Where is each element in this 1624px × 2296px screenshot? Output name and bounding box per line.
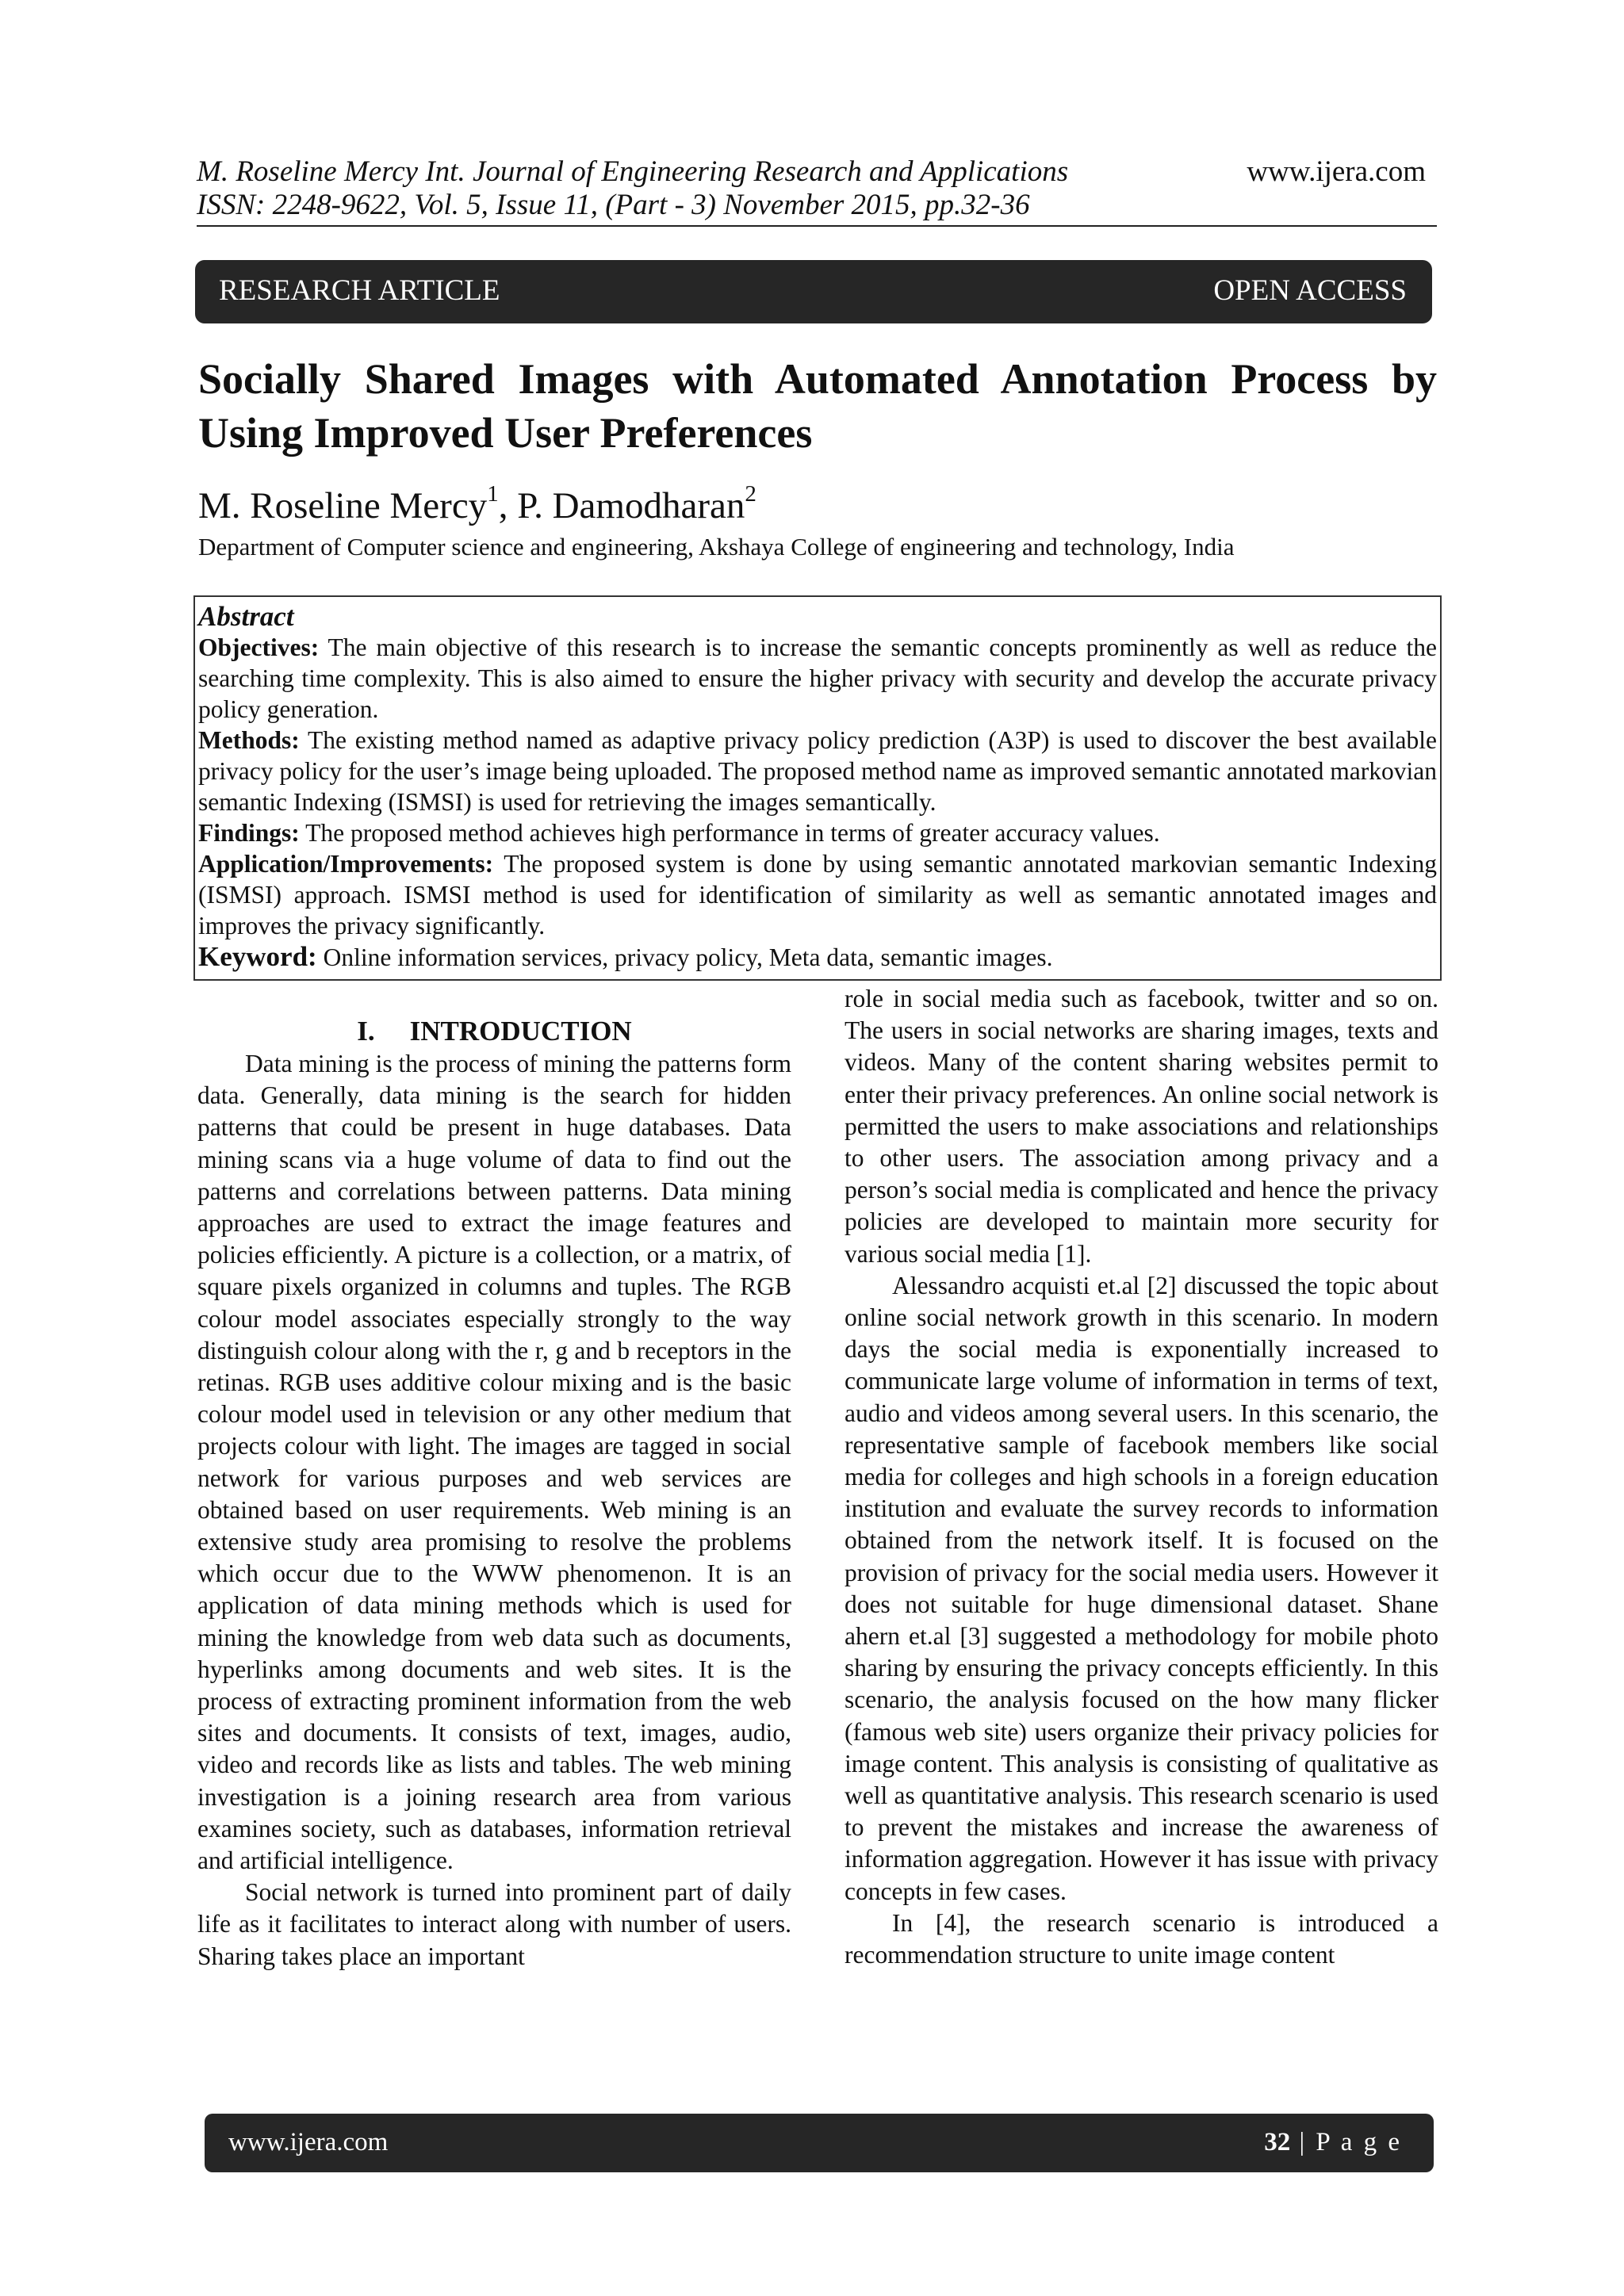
author-1-affiliation-mark: 1: [487, 481, 499, 507]
author-separator: ,: [498, 485, 518, 526]
affiliation: Department of Computer science and engineering, Akshaya College of engineering and technology, India: [198, 533, 1235, 561]
methods-label: Methods:: [198, 726, 300, 754]
header-website: www.ijera.com: [1247, 155, 1426, 188]
page-footer: [205, 2114, 1434, 2172]
abstract-methods: [198, 725, 1437, 817]
section-title: INTRODUCTION: [409, 1016, 632, 1047]
abstract-application: [198, 848, 1437, 941]
footer-website: www.ijera.com: [228, 2128, 389, 2156]
paragraph: Social network is turned into prominent part of daily life as it facilitates to interact along with number of users. Sharing takes place an important: [197, 1878, 791, 1970]
research-article-label: RESEARCH ARTICLE: [219, 274, 500, 307]
author-2-affiliation-mark: 2: [745, 481, 756, 507]
author-list: [198, 481, 756, 528]
keyword-text: Online information services, privacy policy, Meta data, semantic images.: [316, 943, 1053, 971]
abstract-findings: [198, 817, 1437, 848]
paragraph: In [4], the research scenario is introduced a recommendation structure to unite image content: [845, 1908, 1438, 1969]
section-number: I.: [357, 1016, 375, 1047]
page-label: | P a g e: [1290, 2128, 1402, 2156]
issue-citation: ISSN: 2248-9622, Vol. 5, Issue 11, (Part - 3) November 2015, pp.32-36: [197, 189, 1030, 221]
abstract-keywords: [198, 941, 1437, 973]
section-heading-introduction: [197, 1015, 791, 1048]
paragraph: Data mining is the process of mining the patterns form data. Generally, data mining is the search for hidden patterns that could be present in huge databases. Data mining scans via a huge volume of data to find out the patterns and correlations between patterns. Data mining approaches are used to extract the image features and policies efficiently. A picture is a collection, or a matrix, of square pixels organized in columns and tuples. The RGB colour model associates especially strongly to the way distinguish colour along with the r, g and b receptors in the retinas. RGB uses additive colour mixing and is the basic colour model used in television or any other medium that projects colour with light. The images are tagged in social network for various purposes and web services are obtained based on user requirements. Web mining is an extensive study area promising to resolve the problems which occur due to the WWW phenomenon. It is an application of data mining methods which is used for mining the knowledge from web data such as documents, hyperlinks among documents and web sites. It is the process of extracting prominent information from the web sites and documents. It consists of text, images, audio, video and records like as lists and tables. The web mining investigation is a joining research area from various examines society, such as databases, information retrieval and artificial intelligence.: [197, 1050, 791, 1875]
author-1: M. Roseline Mercy: [198, 485, 488, 526]
objectives-label: Objectives:: [198, 633, 320, 661]
running-header: [197, 155, 1437, 227]
findings-text: The proposed method achieves high performance in terms of greater accuracy values.: [299, 819, 1160, 847]
page-number: 32: [1264, 2128, 1291, 2156]
left-column: [197, 1015, 791, 1973]
keyword-label: Keyword:: [198, 941, 317, 972]
open-access-label: OPEN ACCESS: [1213, 274, 1407, 307]
application-text: The proposed system is done by using semantic annotated markovian semantic Indexing (ISMSI) approach. ISMSI method is used for identification of similarity as well as semantic annotated images and improves the privacy significantly.: [198, 850, 1437, 939]
article-type-banner: [195, 260, 1432, 323]
journal-citation: M. Roseline Mercy Int. Journal of Engineering Research and Applications: [197, 155, 1069, 188]
paragraph: Alessandro acquisti et.al [2] discussed the topic about online social network growth in this scenario. In modern days the social media is exponentially increased to communicate large volume of information in terms of text, audio and videos among several users. In this scenario, the representative sample of facebook members like social media for colleges and high schools in a foreign education institution and evaluate the survey records to information obtained from the network itself. It is focused on the provision of privacy for the social media users. However it does not suitable for huge dimensional dataset. Shane ahern et.al [3] suggested a methodology for mobile photo sharing by ensuring the privacy concepts efficiently. In this scenario, the analysis focused on the how many flicker (famous web site) users organize their privacy policies for image content. This analysis is consisting of qualitative as well as quantitative analysis. This research scenario is used to prevent the mistakes and increase the awareness of information aggregation. However it has issue with privacy concepts in few cases.: [845, 1271, 1438, 1905]
methods-text: The existing method named as adaptive privacy policy prediction (A3P) is used to discover the best available privacy policy for the user’s image being uploaded. The proposed method name as improved semantic annotated markovian semantic Indexing (ISMSI) is used for retrieving the images semantically.: [198, 726, 1438, 816]
objectives-text: The main objective of this research is to increase the semantic concepts prominently as well as reduce the searching time complexity. This is also aimed to ensure the higher privacy with security and develop the accurate privacy policy generation.: [198, 633, 1437, 723]
application-label: Application/Improvements:: [198, 850, 494, 878]
abstract-heading: Abstract: [198, 601, 294, 632]
abstract-objectives: [198, 632, 1437, 725]
findings-label: Findings:: [198, 819, 300, 847]
paper-title: Socially Shared Images with Automated Annotation Process by Using Improved User Preferences: [198, 355, 1437, 457]
right-column: [845, 983, 1438, 1971]
page-number-label: [1264, 2128, 1402, 2157]
paragraph: role in social media such as facebook, twitter and so on. The users in social networks are sharing images, texts and videos. Many of the content sharing websites permit to enter their privacy preferences. An online social network is permitted the users to make associations and relationships to other users. The association among privacy and a person’s social media is complicated and hence the privacy policies are developed to maintain more security for various social media [1].: [845, 985, 1438, 1268]
abstract-box: [193, 595, 1442, 981]
author-2: P. Damodharan: [517, 485, 745, 526]
